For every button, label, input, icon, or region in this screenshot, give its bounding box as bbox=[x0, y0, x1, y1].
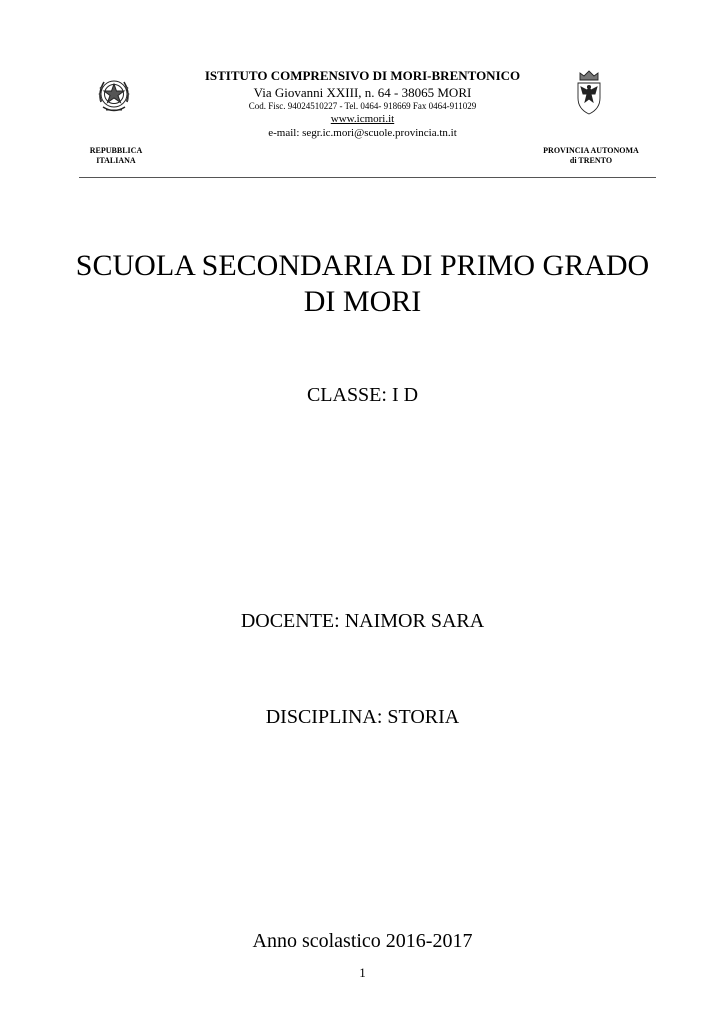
republic-label-line-1: REPUBBLICA bbox=[89, 146, 143, 155]
document-title-line-1: SCUOLA SECONDARIA DI PRIMO GRADO bbox=[75, 249, 650, 282]
province-label bbox=[528, 146, 654, 166]
subject-label: DISCIPLINA: STORIA bbox=[265, 706, 460, 728]
province-label-line-1: PROVINCIA AUTONOMA bbox=[543, 146, 639, 155]
school-year-label: Anno scolastico 2016-2017 bbox=[252, 930, 473, 952]
website-link[interactable]: www.icmori.it bbox=[330, 113, 395, 125]
teacher-label: DOCENTE: NAIMOR SARA bbox=[240, 610, 485, 632]
school-address: Via Giovanni XXIII, n. 64 - 38065 MORI bbox=[253, 85, 472, 100]
class-label: CLASSE: I D bbox=[306, 384, 419, 406]
email-address: e-mail: segr.ic.mori@scuole.provincia.tn.it bbox=[268, 127, 457, 139]
letterhead-divider bbox=[79, 177, 656, 178]
document-title-line-2: DI MORI bbox=[303, 285, 422, 318]
republic-label-line-2: ITALIANA bbox=[96, 156, 136, 165]
fiscal-and-phone-codes: Cod. Fisc. 94024510227 - Tel. 0464- 918669 Fax 0464-911029 bbox=[248, 101, 477, 111]
page-number: 1 bbox=[359, 965, 366, 980]
school-name: ISTITUTO COMPRENSIVO DI MORI-BRENTONICO bbox=[204, 68, 521, 83]
province-label-line-2: di TRENTO bbox=[569, 156, 613, 165]
republic-label bbox=[76, 146, 156, 166]
